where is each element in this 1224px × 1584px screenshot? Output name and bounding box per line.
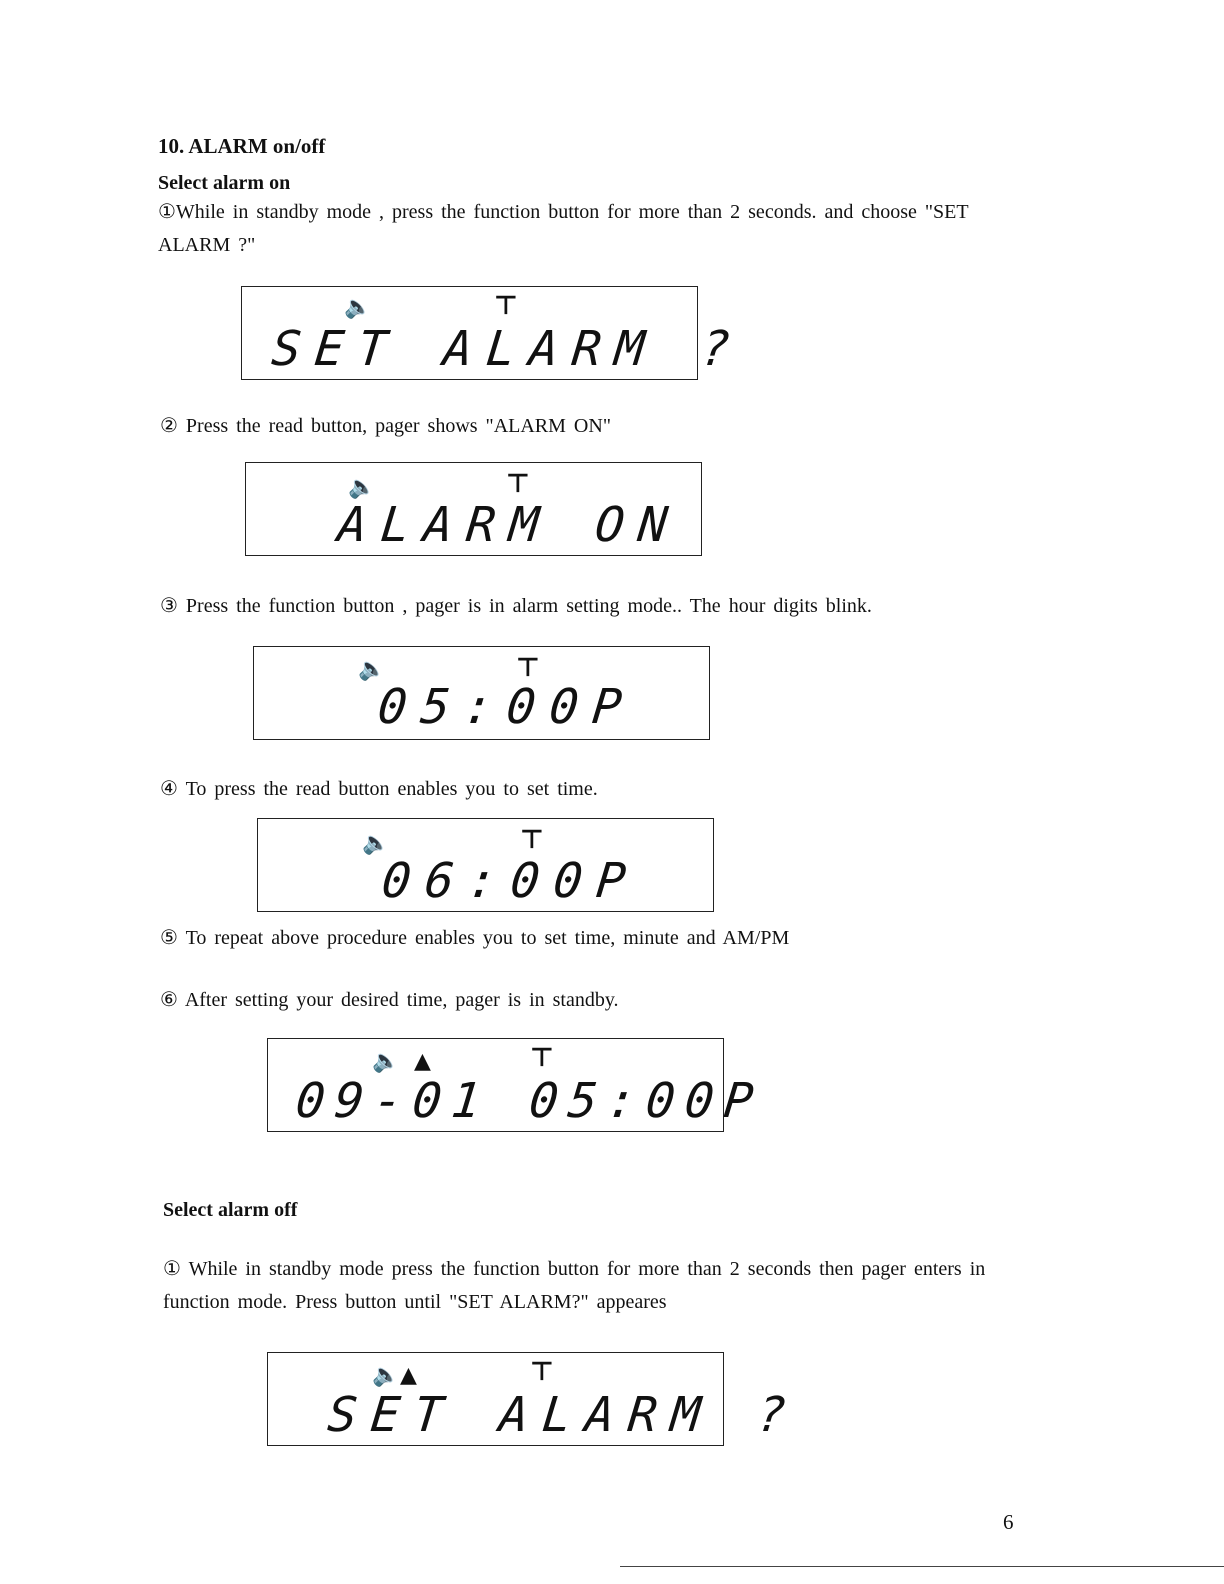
alarm-on-step-2: ② Press the read button, pager shows "ALARM ON": [160, 415, 611, 437]
lcd-text: 06:00P: [379, 853, 643, 909]
speaker-icon: 🔈: [358, 657, 386, 682]
bell-icon: ▲: [400, 1363, 417, 1388]
antenna-icon: ⊤: [516, 653, 540, 683]
speaker-icon: 🔈: [372, 1049, 400, 1074]
alarm-off-heading: Select alarm off: [163, 1199, 298, 1221]
page-number: 6: [1003, 1510, 1014, 1534]
alarm-on-heading: Select alarm on: [158, 172, 291, 194]
section-title: 10. ALARM on/off: [158, 134, 326, 158]
lcd-text: 05:00P: [375, 679, 639, 735]
alarm-on-step-5: ⑤ To repeat above procedure enables you to set time, minute and AM/PM: [160, 927, 790, 949]
lcd-display-alarm-on: [245, 462, 702, 556]
bell-icon: ▲: [414, 1049, 431, 1074]
speaker-icon: 🔈: [348, 475, 376, 500]
speaker-icon: 🔈: [372, 1363, 400, 1388]
lcd-display-standby: [267, 1038, 766, 1132]
alarm-on-step-4: ④ To press the read button enables you to set time.: [160, 778, 598, 800]
alarm-on-step-6: ⑥ After setting your desired time, pager is in standby.: [160, 989, 619, 1011]
antenna-icon: ⊤: [520, 825, 544, 855]
speaker-icon: 🔈: [362, 831, 390, 856]
antenna-icon: ⊤: [530, 1043, 554, 1073]
lcd-text: SET ALARM ?: [269, 321, 747, 377]
lcd-text: SET ALARM ?: [325, 1387, 803, 1443]
alarm-on-step-3: ③ Press the function button , pager is in alarm setting mode.. The hour digits blink.: [160, 595, 872, 617]
lcd-text: 09-01 05:00P: [293, 1073, 766, 1129]
lcd-display-set-alarm-off: [267, 1352, 803, 1446]
antenna-icon: ⊤: [530, 1357, 554, 1387]
alarm-off-step-1: ① While in standby mode press the function button for more than 2 seconds then pager enters in function mode. Press button until "SET ALARM?" appeares: [163, 1258, 986, 1313]
alarm-on-step-1: ①While in standby mode , press the function button for more than 2 seconds. and choose "SET ALARM ?": [158, 201, 969, 256]
speaker-icon: 🔈: [344, 295, 372, 320]
lcd-text: ALARM ON: [335, 497, 685, 553]
antenna-icon: ⊤: [494, 291, 518, 321]
lcd-display-set-time: [257, 818, 714, 912]
lcd-display-set-alarm: [241, 286, 747, 380]
footer-rule: [620, 1566, 1224, 1567]
antenna-icon: ⊤: [506, 469, 530, 499]
lcd-display-hour-blink: [253, 646, 710, 740]
